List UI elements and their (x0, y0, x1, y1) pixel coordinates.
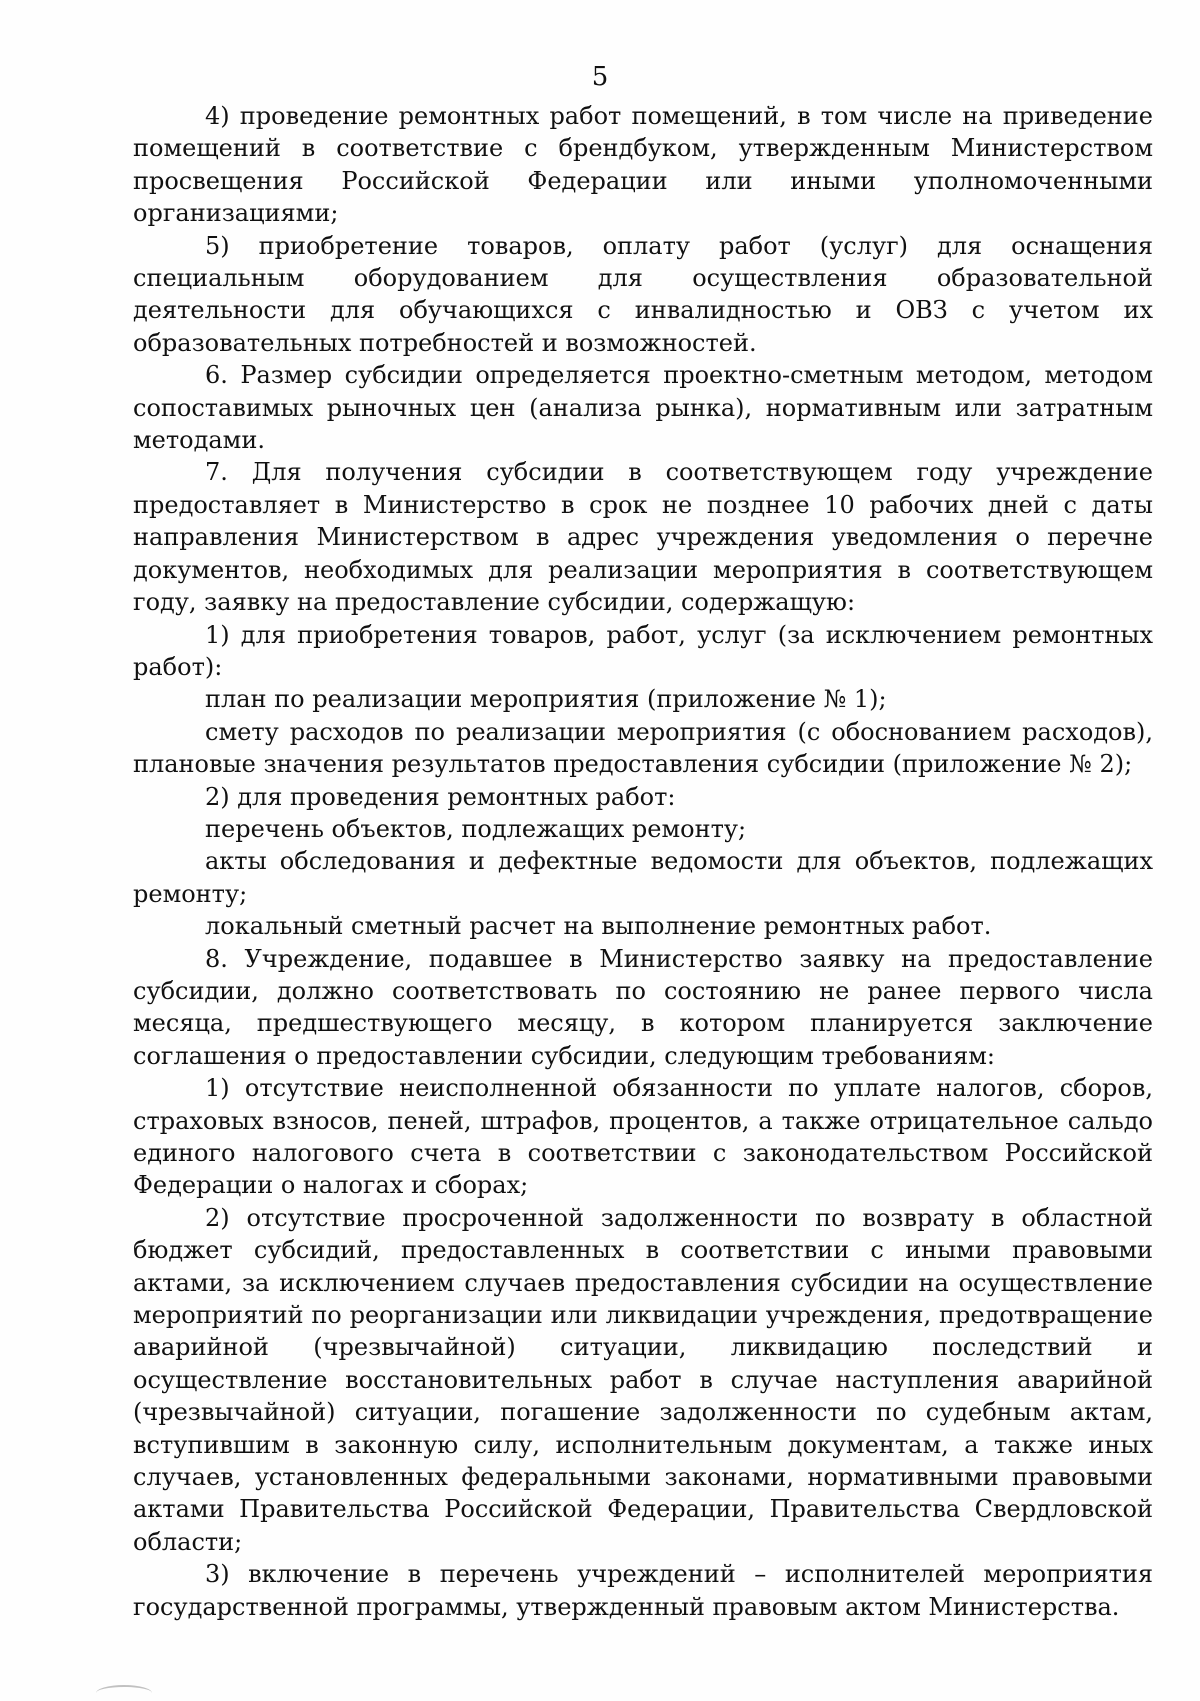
paragraph-section-7-item-2: 2) для проведения ремонтных работ: (205, 782, 676, 811)
paragraph-section-8-item-1: 1) отсутствие неисполненной обязанности по уплате налогов, сборов, страховых взносов, пеней, штрафов, процентов, а также отрицательное сальдо единого налогового счета в соответствии с законодательством Российской Федерации о налогах и сборах; (133, 1074, 1153, 1200)
paragraph-section-7: 7. Для получения субсидии в соответствующем году учреждение предоставляет в Министерство в срок не позднее 10 рабочих дней с даты направления Министерством в адрес учреждения уведомления о перечне документов, необходимых для реализации мероприятия в соответствующем году, заявку на предоставление субсидии, содержащую: (133, 458, 1153, 617)
paragraph-item-5-equipment: 5) приобретение товаров, оплату работ (услуг) для оснащения специальным оборудованием для осуществления образовательной деятельности для обучающихся с инвалидностью и ОВЗ с учетом их образовательных потребностей и возможностей. (133, 231, 1153, 357)
paragraph-section-8: 8. Учреждение, подавшее в Министерство заявку на предоставление субсидии, должно соответствовать по состоянию не ранее первого числа месяца, предшествующего месяцу, в котором планируется заключение соглашения о предоставлении субсидии, следующим требованиям: (133, 944, 1153, 1070)
paragraph-objects-list: перечень объектов, подлежащих ремонту; (205, 814, 747, 843)
paragraph-section-7-item-1: 1) для приобретения товаров, работ, услуг (за исключением ремонтных работ): (133, 620, 1153, 681)
document-body (133, 100, 1153, 1623)
page-number: 5 (591, 62, 609, 92)
paragraph-inspection-acts: акты обследования и дефектные ведомости для объектов, подлежащих ремонту; (133, 847, 1153, 908)
scan-artifact (96, 1685, 152, 1701)
paragraph-section-8-item-2: 2) отсутствие просроченной задолженности по возврату в областной бюджет субсидий, предоставленных в соответствии с иными правовыми актами, за исключением случаев предоставления субсидии на осуществление мероприятий по реорганизации или ликвидации учреждения, предотвращение аварийной (чрезвычайной) ситуации, ликвидацию последствий и осуществление восстановительных работ в случае наступления аварийной (чрезвычайной) ситуации, погашение задолженности по судебным актам, вступившим в законную силу, исполнительным документам, а также иных случаев, установленных федеральными законами, нормативными правовыми актами Правительства Российской Федерации, Правительства Свердловской области; (133, 1203, 1153, 1556)
paragraph-section-8-item-3: 3) включение в перечень учреждений – исполнителей мероприятия государственной программы, утвержденный правовым актом Министерства. (133, 1560, 1153, 1621)
paragraph-plan: план по реализации мероприятия (приложение № 1); (205, 685, 887, 714)
paragraph-item-4-repairs: 4) проведение ремонтных работ помещений, в том числе на приведение помещений в соответствие с брендбуком, утвержденным Министерством просвещения Российской Федерации или иными уполномоченными организациями; (133, 102, 1153, 228)
paragraph-estimate: смету расходов по реализации мероприятия (с обоснованием расходов), плановые значения результатов предоставления субсидии (приложение № 2); (133, 717, 1153, 779)
paragraph-section-6: 6. Размер субсидии определяется проектно-сметным методом, методом сопоставимых рыночных цен (анализа рынка), нормативным или затратным методами. (133, 361, 1153, 455)
paragraph-local-estimate: локальный сметный расчет на выполнение ремонтных работ. (205, 912, 992, 941)
